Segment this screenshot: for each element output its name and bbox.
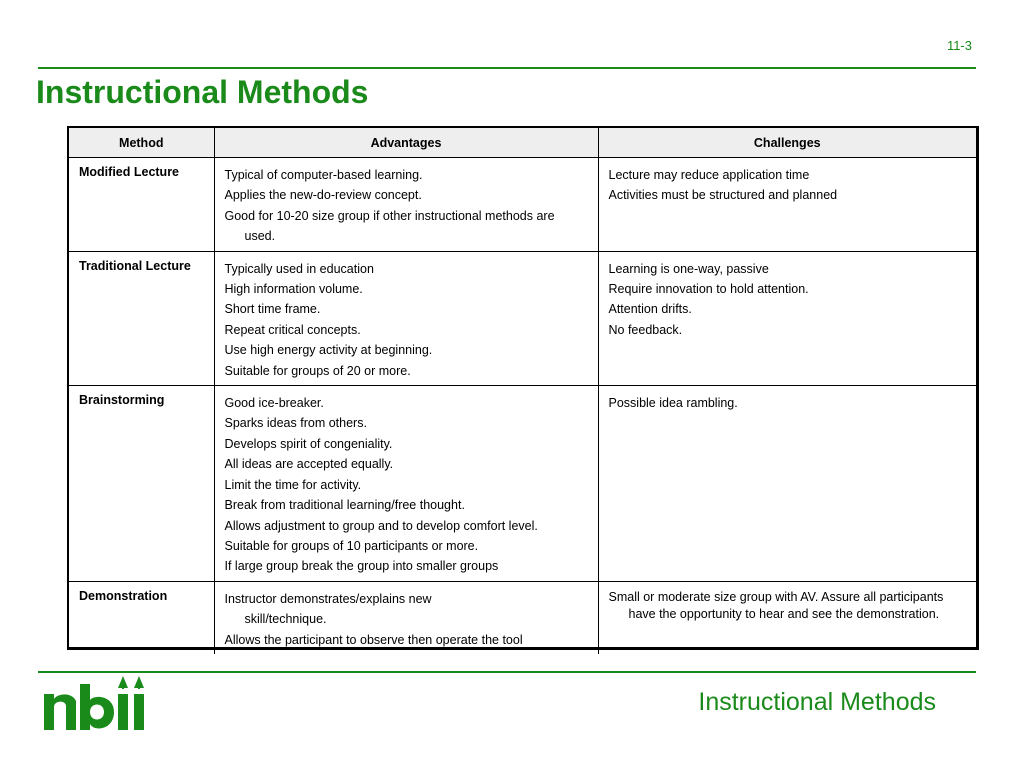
list-item: Typical of computer-based learning.	[224, 168, 423, 182]
list-item: Good for 10-20 size group if other instructional methods are used.	[224, 208, 555, 244]
list-item: Activities must be structured and planned	[608, 188, 838, 203]
list-item: Attention drifts.	[608, 302, 692, 317]
nbii-logo	[42, 672, 162, 734]
challenges-cell	[598, 386, 976, 582]
challenges-cell	[598, 581, 976, 654]
page-title: Instructional Methods	[36, 74, 369, 110]
list-item: All ideas are accepted equally.	[224, 457, 394, 472]
list-item: No feedback.	[608, 322, 683, 337]
list-item: Good ice-breaker.	[224, 396, 324, 411]
list-item: Allows the participant to observe then operate the tool	[224, 632, 523, 647]
list-item: Sparks ideas from others.	[224, 416, 367, 431]
table-row	[69, 251, 976, 385]
footer-divider	[38, 671, 976, 673]
list-item: Suitable for groups of 20 or more.	[224, 363, 411, 378]
list-item: Develops spirit of congeniality.	[224, 436, 393, 451]
title-divider	[38, 67, 976, 69]
list-item: Small or moderate size group with AV. Assure all participants have the opportunity to hear and see the demonstration.	[608, 589, 944, 621]
list-item: Applies the new-do-review concept.	[224, 188, 422, 203]
advantages-cell	[214, 581, 598, 654]
challenges-cell	[598, 251, 976, 385]
table-row	[69, 158, 976, 252]
table-row	[69, 581, 976, 654]
methods-table-container	[67, 126, 979, 650]
list-item: If large group break the group into smaller groups	[224, 559, 499, 574]
list-item: Use high energy activity at beginning.	[224, 343, 433, 358]
method-cell: Modified Lecture	[69, 158, 214, 252]
advantages-cell	[214, 386, 598, 582]
column-header-challenges: Challenges	[598, 128, 976, 158]
challenges-cell	[598, 158, 976, 252]
list-item: Short time frame.	[224, 302, 321, 317]
list-item: Allows adjustment to group and to develop comfort level.	[224, 518, 538, 533]
method-cell: Brainstorming	[69, 386, 214, 582]
method-cell: Traditional Lecture	[69, 251, 214, 385]
list-item: Possible idea rambling.	[608, 396, 738, 411]
footer-title: Instructional Methods	[698, 688, 936, 716]
column-header-advantages: Advantages	[214, 128, 598, 158]
list-item: Require innovation to hold attention.	[608, 282, 809, 297]
list-item: Typically used in education	[224, 261, 374, 276]
list-item: Lecture may reduce application time	[608, 168, 810, 182]
method-cell: Demonstration	[69, 581, 214, 654]
table-header-row	[69, 128, 976, 158]
slide-number: 11-3	[946, 38, 972, 53]
methods-table	[69, 128, 976, 654]
advantages-cell	[214, 158, 598, 252]
list-item: Limit the time for activity.	[224, 477, 362, 492]
list-item: Break from traditional learning/free thought.	[224, 498, 465, 513]
list-item: Instructor demonstrates/explains new skill/technique.	[224, 591, 432, 627]
table-row	[69, 386, 976, 582]
list-item: High information volume.	[224, 282, 363, 297]
advantages-cell	[214, 251, 598, 385]
list-item: Learning is one-way, passive	[608, 261, 769, 276]
list-item: Repeat critical concepts.	[224, 322, 361, 337]
column-header-method: Method	[69, 128, 214, 158]
list-item: Suitable for groups of 10 participants or more.	[224, 538, 479, 553]
